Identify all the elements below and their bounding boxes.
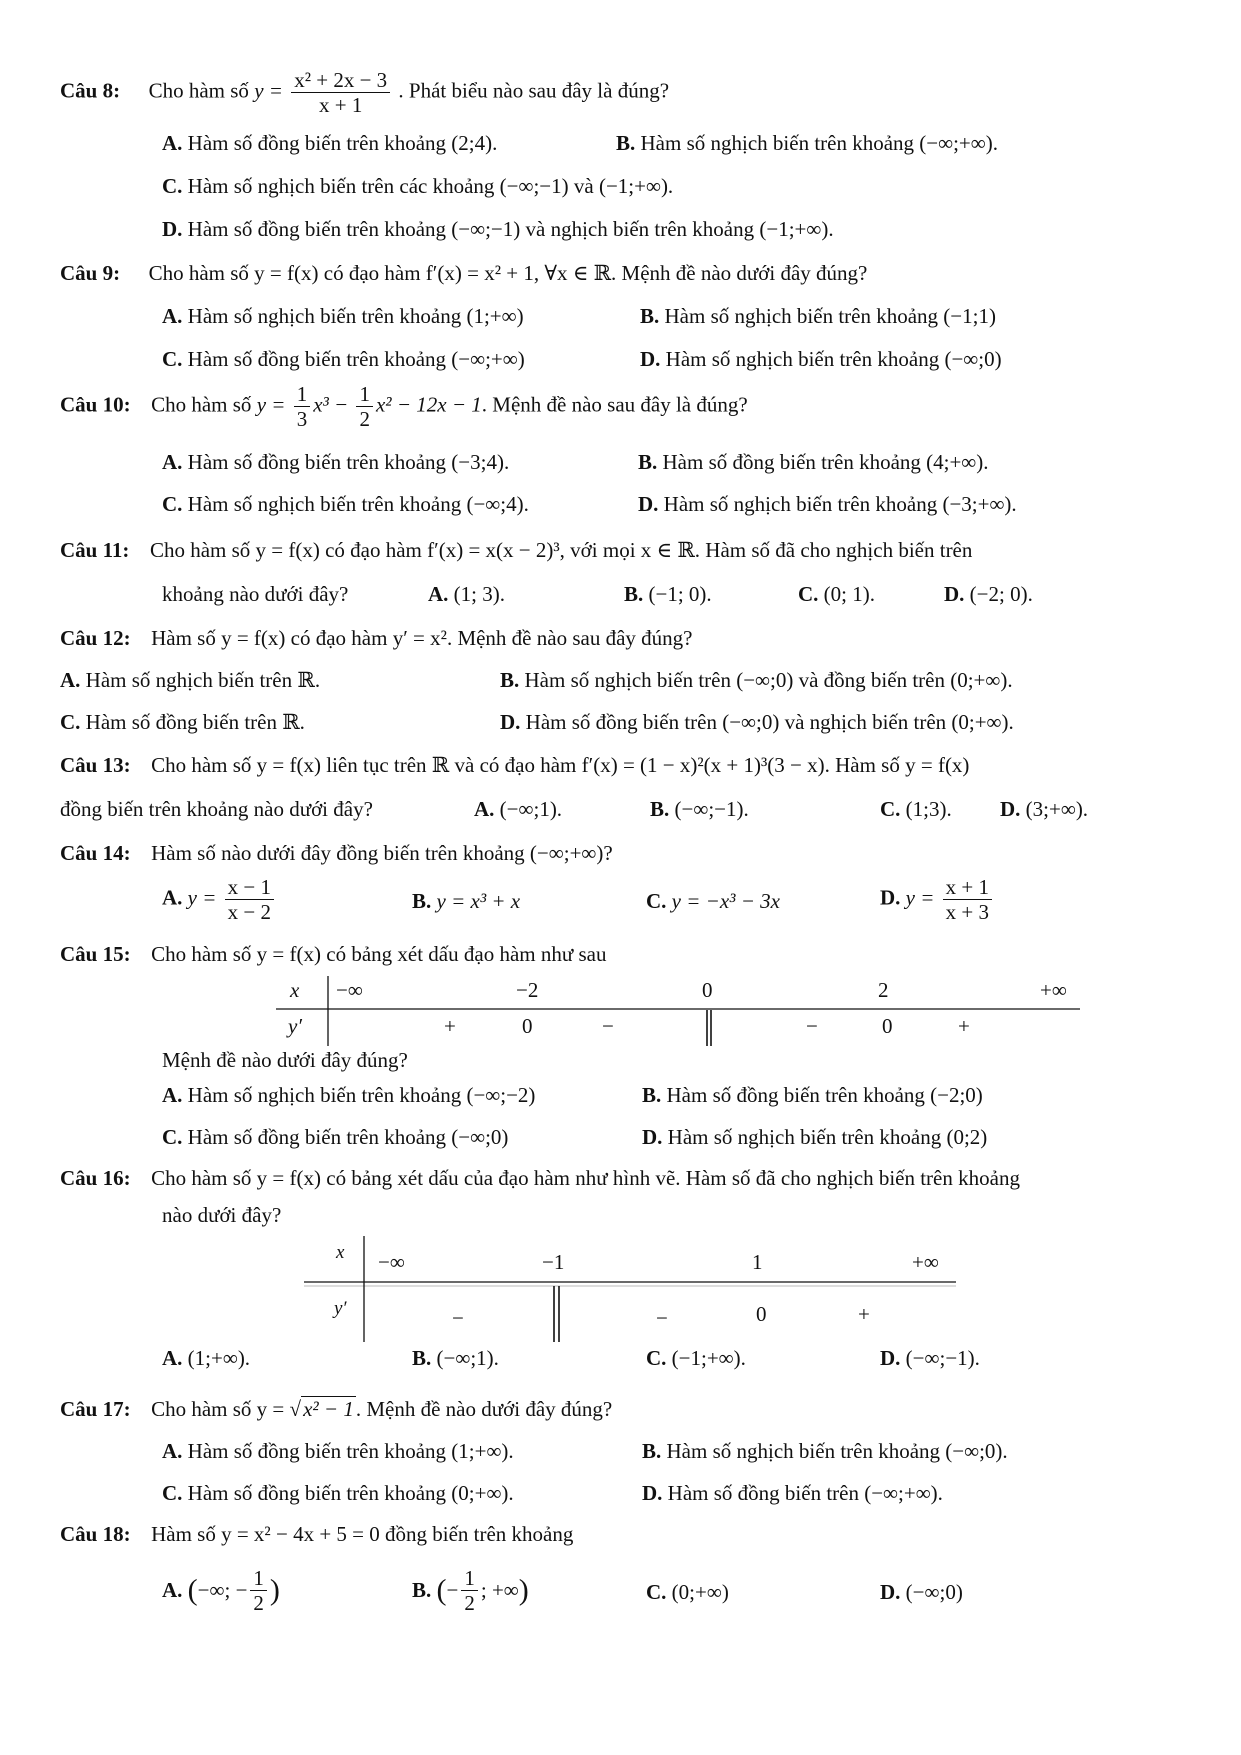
q18-option-c[interactable]: [646, 1580, 729, 1605]
q10-f1-num: 1: [294, 382, 311, 407]
q18-b-pre: −: [446, 1578, 459, 1603]
q10-frac1: [294, 382, 311, 431]
q16-c-key: C.: [646, 1346, 667, 1370]
q17-sqrt-sign: √: [289, 1397, 302, 1421]
q8-option-c[interactable]: [162, 174, 673, 199]
q16-sign-3: +: [858, 1302, 870, 1326]
q10-c-key: C.: [162, 492, 183, 516]
q14-option-c[interactable]: [646, 889, 780, 914]
q9-label: Câu 9:: [60, 261, 121, 285]
q18-a-rparen: ): [269, 1573, 280, 1607]
q16-option-b[interactable]: [412, 1346, 499, 1371]
q15-label: Câu 15:: [60, 942, 131, 966]
q9-stem: [60, 261, 867, 286]
q12-stem: [60, 626, 692, 651]
q13-b-text: (−∞;−1).: [674, 797, 749, 821]
q17-a-key: A.: [162, 1439, 183, 1463]
q11-a-key: A.: [428, 582, 449, 606]
q15-sign-4: +: [958, 1014, 970, 1038]
q11-c-key: C.: [798, 582, 819, 606]
q18-c-text: (0;+∞): [671, 1580, 729, 1604]
q16-option-a[interactable]: [162, 1346, 250, 1371]
q14-stem: [60, 841, 613, 866]
q10-d-key: D.: [638, 492, 659, 516]
q18-a-lparen: (: [187, 1573, 198, 1607]
q18-a-pre: −∞; −: [197, 1578, 248, 1603]
q13-b-key: B.: [650, 797, 670, 821]
q16-text: Cho hàm số y = f(x) có bảng xét dấu của đạo hàm như hình vẽ. Hàm số đã cho nghịch biến trên khoảng: [151, 1166, 1020, 1190]
q15-option-c[interactable]: [162, 1125, 508, 1150]
q14-a-den: x − 2: [227, 900, 272, 925]
q18-option-d[interactable]: [880, 1580, 963, 1605]
q8-b-key: B.: [616, 131, 636, 155]
q9-c-key: C.: [162, 347, 183, 371]
q9-a-key: A.: [162, 304, 183, 328]
q17-option-c[interactable]: [162, 1481, 514, 1506]
q11-d-key: D.: [944, 582, 965, 606]
q13-label: Câu 13:: [60, 753, 131, 777]
q9-b-text: Hàm số nghịch biến trên khoảng (−1;1): [664, 304, 996, 328]
q15-text: Cho hàm số y = f(x) có bảng xét dấu đạo hàm như sau: [151, 942, 607, 966]
q10-a-text: Hàm số đồng biến trên khoảng (−3;4).: [187, 450, 510, 474]
q10-frac2: [356, 382, 373, 431]
q15-sign-1: +: [444, 1014, 456, 1038]
q10-option-c[interactable]: [162, 492, 529, 517]
q18-b-lparen: (: [436, 1573, 447, 1607]
q15-option-b[interactable]: [642, 1083, 983, 1108]
q14-c-text: y = −x³ − 3x: [671, 889, 780, 913]
q17-d-text: Hàm số đồng biến trên (−∞;+∞).: [667, 1481, 943, 1505]
q9-b-key: B.: [640, 304, 660, 328]
q16-option-d[interactable]: [880, 1346, 980, 1371]
q13-option-b[interactable]: [650, 797, 749, 822]
q15-option-a[interactable]: [162, 1083, 535, 1108]
q14-d-y: y =: [905, 885, 935, 910]
q13-a-key: A.: [474, 797, 495, 821]
q11-label: Câu 11:: [60, 538, 130, 562]
q15-prompt: [162, 1048, 408, 1073]
q15-x-m2: −2: [516, 978, 539, 1002]
q10-b-text: Hàm số đồng biến trên khoảng (4;+∞).: [662, 450, 989, 474]
q17-b-text: Hàm số nghịch biến trên khoảng (−∞;0).: [666, 1439, 1008, 1463]
q15-d-text: Hàm số nghịch biến trên khoảng (0;2): [667, 1125, 988, 1149]
q9-option-d[interactable]: [640, 347, 1002, 372]
q16-b-text: (−∞;1).: [436, 1346, 499, 1370]
q14-d-frac: [943, 875, 992, 924]
q8-option-b[interactable]: [616, 131, 998, 156]
q11-stem-line2: [162, 582, 348, 607]
q14-c-key: C.: [646, 889, 667, 913]
q14-text: Hàm số nào dưới đây đồng biến trên khoảng (−∞;+∞)?: [151, 841, 613, 865]
q16-stem-line2: [162, 1203, 281, 1228]
q9-option-c[interactable]: [162, 347, 525, 372]
q8-prefix: Cho hàm số: [148, 78, 249, 103]
q12-b-key: B.: [500, 668, 520, 692]
q15-b-key: B.: [642, 1083, 662, 1107]
q11-stem: [60, 538, 972, 563]
q16-d-text: (−∞;−1).: [905, 1346, 980, 1370]
q10-option-d[interactable]: [638, 492, 1017, 517]
q8-num: x² + 2x − 3: [291, 68, 390, 93]
q8-den: x + 1: [319, 93, 363, 118]
q17-b-key: B.: [642, 1439, 662, 1463]
q18-stem: [60, 1522, 573, 1547]
q16-sign-table: [302, 1236, 958, 1342]
q15-x-label: x: [290, 978, 300, 1002]
q15-sign-table: [276, 976, 1080, 1046]
q16-sign-1: −: [452, 1306, 464, 1330]
q8-b-text: Hàm số nghịch biến trên khoảng (−∞;+∞).: [640, 131, 998, 155]
q18-a-den: 2: [253, 1591, 264, 1616]
q12-c-key: C.: [60, 710, 81, 734]
q14-label: Câu 14:: [60, 841, 131, 865]
q14-option-d[interactable]: [880, 875, 995, 924]
q16-x-1: 1: [752, 1250, 763, 1274]
q15-x-pos-inf: +∞: [1040, 978, 1067, 1002]
q12-a-key: A.: [60, 668, 81, 692]
q11-text: Cho hàm số y = f(x) có đạo hàm f′(x) = x(x − 2)³, với mọi x ∈ ℝ. Hàm số đã cho nghịch biến trên: [149, 538, 973, 562]
q13-text: Cho hàm số y = f(x) liên tục trên ℝ và có đạo hàm f′(x) = (1 − x)²(x + 1)³(3 − x). Hàm số y = f(x): [151, 753, 970, 777]
q9-option-b[interactable]: [640, 304, 996, 329]
q18-c-key: C.: [646, 1580, 667, 1604]
q15-zero-1: 0: [522, 1014, 533, 1038]
q11-b-key: B.: [624, 582, 644, 606]
q9-c-text: Hàm số đồng biến trên khoảng (−∞;+∞): [187, 347, 525, 371]
q16-text2: nào dưới đây?: [162, 1203, 282, 1227]
q10-suffix: . Mệnh đề nào sau đây là đúng?: [481, 392, 748, 417]
q17-option-d[interactable]: [642, 1481, 943, 1506]
q17-option-b[interactable]: [642, 1439, 1008, 1464]
q13-a-text: (−∞;1).: [499, 797, 563, 821]
q11-a-text: (1; 3).: [453, 582, 505, 606]
q16-label: Câu 16:: [60, 1166, 131, 1190]
q9-a-text: Hàm số nghịch biến trên khoảng (1;+∞): [187, 304, 524, 328]
q8-y: y =: [254, 78, 283, 103]
q15-stem: [60, 942, 606, 967]
q14-b-key: B.: [412, 889, 432, 913]
q18-b-num: 1: [461, 1566, 478, 1591]
q18-b-post: ; +∞: [480, 1578, 519, 1603]
q12-option-c[interactable]: [60, 710, 305, 735]
q14-a-frac: [225, 875, 274, 924]
q17-stem: [60, 1397, 612, 1422]
q8-d-key: D.: [162, 217, 183, 241]
q15-a-key: A.: [162, 1083, 183, 1107]
q16-x-m1: −1: [542, 1250, 565, 1274]
q16-c-text: (−1;+∞).: [671, 1346, 746, 1370]
q11-option-d[interactable]: [944, 582, 1033, 607]
q9-d-key: D.: [640, 347, 661, 371]
q10-f2-num: 1: [356, 382, 373, 407]
q15-zero-2: 0: [882, 1014, 893, 1038]
q8-option-a[interactable]: [162, 131, 497, 156]
q15-x-2: 2: [878, 978, 889, 1002]
q17-c-key: C.: [162, 1481, 183, 1505]
q14-d-den: x + 3: [945, 900, 990, 925]
q8-stem: [60, 68, 669, 117]
q8-fraction: [291, 68, 390, 117]
q16-x-pos-inf: +∞: [912, 1250, 939, 1274]
q10-t1: x³ −: [313, 392, 349, 417]
q17-label: Câu 17:: [60, 1397, 131, 1421]
q12-c-text: Hàm số đồng biến trên ℝ.: [85, 710, 305, 734]
q11-option-a[interactable]: [428, 582, 505, 607]
q15-option-d[interactable]: [642, 1125, 987, 1150]
q17-c-text: Hàm số đồng biến trên khoảng (0;+∞).: [187, 1481, 514, 1505]
q9-d-text: Hàm số nghịch biến trên khoảng (−∞;0): [665, 347, 1002, 371]
q12-d-key: D.: [500, 710, 521, 734]
q17-a-text: Hàm số đồng biến trên khoảng (1;+∞).: [187, 1439, 514, 1463]
q18-a-key: A.: [162, 1578, 183, 1603]
q16-zero: 0: [756, 1302, 767, 1326]
q14-d-key: D.: [880, 885, 901, 910]
q15-a-text: Hàm số nghịch biến trên khoảng (−∞;−2): [187, 1083, 536, 1107]
q16-option-c[interactable]: [646, 1346, 746, 1371]
q8-label: Câu 8:: [60, 78, 121, 103]
q13-option-c[interactable]: [880, 797, 952, 822]
q14-a-key: A.: [162, 885, 183, 910]
q15-c-key: C.: [162, 1125, 183, 1149]
q15-prompt-text: Mệnh đề nào dưới đây đúng?: [162, 1048, 408, 1072]
q12-text: Hàm số y = f(x) có đạo hàm y′ = x². Mệnh đề nào sau đây đúng?: [151, 626, 693, 650]
q13-d-text: (3;+∞).: [1025, 797, 1089, 821]
q11-option-c[interactable]: [798, 582, 875, 607]
q11-d-text: (−2; 0).: [969, 582, 1033, 606]
q10-c-text: Hàm số nghịch biến trên khoảng (−∞;4).: [187, 492, 529, 516]
q10-t2: x² − 12x − 1: [375, 392, 482, 417]
q8-a-text: Hàm số đồng biến trên khoảng (2;4).: [187, 131, 498, 155]
q15-yp-label: y′: [288, 1014, 302, 1038]
q10-option-a[interactable]: [162, 450, 509, 475]
q8-d-text: Hàm số đồng biến trên khoảng (−∞;−1) và nghịch biến trên khoảng (−1;+∞).: [187, 217, 834, 241]
q17-sqrt: [290, 1396, 356, 1421]
q13-d-key: D.: [1000, 797, 1021, 821]
q18-text: Hàm số y = x² − 4x + 5 = 0 đồng biến trên khoảng: [151, 1522, 574, 1546]
q18-b-frac: [461, 1566, 478, 1615]
q14-option-b[interactable]: [412, 889, 520, 914]
q12-option-a[interactable]: [60, 668, 320, 693]
q11-option-b[interactable]: [624, 582, 712, 607]
q15-c-text: Hàm số đồng biến trên khoảng (−∞;0): [187, 1125, 509, 1149]
q8-option-d[interactable]: [162, 217, 834, 242]
q11-c-text: (0; 1).: [823, 582, 875, 606]
q15-x-neg-inf: −∞: [336, 978, 363, 1002]
q11-text2: khoảng nào dưới đây?: [162, 582, 349, 606]
q9-option-a[interactable]: [162, 304, 524, 329]
q17-suffix: . Mệnh đề nào dưới đây đúng?: [355, 1397, 613, 1421]
q14-d-num: x + 1: [943, 875, 992, 900]
q15-sign-3: −: [806, 1014, 818, 1038]
q13-option-a[interactable]: [474, 797, 562, 822]
q10-prefix: Cho hàm số: [151, 392, 252, 417]
q12-b-text: Hàm số nghịch biến trên (−∞;0) và đồng biến trên (0;+∞).: [524, 668, 1013, 692]
q16-a-text: (1;+∞).: [187, 1346, 251, 1370]
q14-option-a[interactable]: [162, 875, 277, 924]
q16-d-key: D.: [880, 1346, 901, 1370]
q16-b-key: B.: [412, 1346, 432, 1370]
q13-c-text: (1;3).: [905, 797, 952, 821]
q15-d-key: D.: [642, 1125, 663, 1149]
q16-yp-label: y′: [334, 1298, 347, 1319]
q18-b-den: 2: [464, 1591, 475, 1616]
q8-c-key: C.: [162, 174, 183, 198]
q18-option-b[interactable]: [412, 1566, 529, 1615]
q10-b-key: B.: [638, 450, 658, 474]
q12-option-d[interactable]: [500, 710, 1014, 735]
q15-sign-2: −: [602, 1014, 614, 1038]
q18-b-key: B.: [412, 1578, 432, 1603]
q18-a-frac: [250, 1566, 267, 1615]
q13-stem: [60, 753, 969, 778]
q10-d-text: Hàm số nghịch biến trên khoảng (−3;+∞).: [663, 492, 1017, 516]
q10-label: Câu 10:: [60, 392, 131, 417]
q13-c-key: C.: [880, 797, 901, 821]
q17-prefix: Cho hàm số y =: [151, 1397, 285, 1421]
q8-a-key: A.: [162, 131, 183, 155]
q18-a-num: 1: [250, 1566, 267, 1591]
q17-radicand: x² − 1: [303, 1397, 354, 1421]
q12-label: Câu 12:: [60, 626, 131, 650]
q8-c-text: Hàm số nghịch biến trên các khoảng (−∞;−1) và (−1;+∞).: [187, 174, 674, 198]
q10-stem: [60, 382, 748, 431]
q18-d-text: (−∞;0): [905, 1580, 963, 1604]
q17-option-a[interactable]: [162, 1439, 514, 1464]
q16-stem: [60, 1166, 1020, 1191]
q13-stem-line2: [60, 797, 373, 822]
q18-label: Câu 18:: [60, 1522, 131, 1546]
q10-f1-den: 3: [296, 407, 308, 432]
q15-x-0: 0: [702, 978, 713, 1002]
q13-text2: đồng biến trên khoảng nào dưới đây?: [60, 797, 373, 821]
q12-option-b[interactable]: [500, 668, 1013, 693]
q10-a-key: A.: [162, 450, 183, 474]
q14-a-y: y =: [187, 885, 217, 910]
q13-option-d[interactable]: [1000, 797, 1088, 822]
q14-a-num: x − 1: [225, 875, 274, 900]
q11-b-text: (−1; 0).: [648, 582, 712, 606]
q18-d-key: D.: [880, 1580, 901, 1604]
q15-b-text: Hàm số đồng biến trên khoảng (−2;0): [666, 1083, 983, 1107]
q8-suffix: . Phát biểu nào sau đây là đúng?: [398, 78, 670, 103]
q16-a-key: A.: [162, 1346, 183, 1370]
q10-option-b[interactable]: [638, 450, 989, 475]
q10-y: y =: [256, 392, 286, 417]
q12-d-text: Hàm số đồng biến trên (−∞;0) và nghịch biến trên (0;+∞).: [525, 710, 1014, 734]
q9-text: Cho hàm số y = f(x) có đạo hàm f′(x) = x² + 1, ∀x ∈ ℝ. Mệnh đề nào dưới đây đúng?: [148, 261, 868, 285]
q18-option-a[interactable]: [162, 1566, 280, 1615]
q16-x-label: x: [336, 1242, 345, 1263]
q16-x-neg-inf: −∞: [378, 1250, 405, 1274]
q10-f2-den: 2: [359, 407, 370, 432]
q16-sign-2: −: [656, 1306, 668, 1330]
q17-d-key: D.: [642, 1481, 663, 1505]
q12-a-text: Hàm số nghịch biến trên ℝ.: [85, 668, 321, 692]
q18-b-rparen: ): [518, 1573, 529, 1607]
q14-b-text: y = x³ + x: [436, 889, 521, 913]
